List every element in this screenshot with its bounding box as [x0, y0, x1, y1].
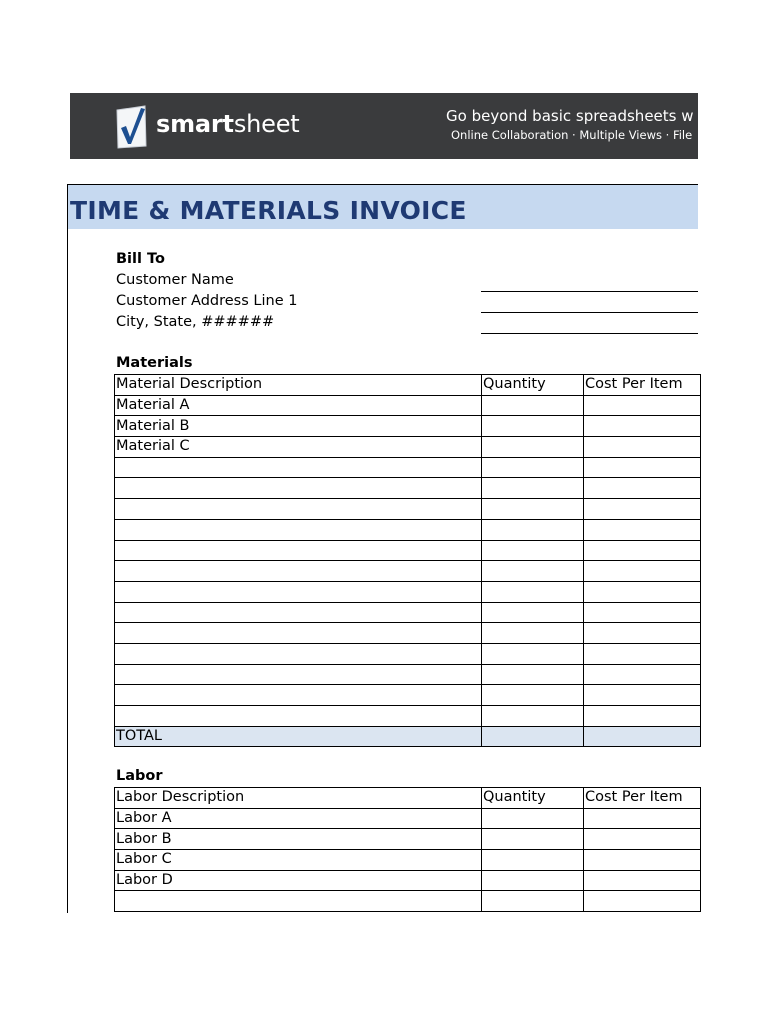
banner-subtagline: Online Collaboration · Multiple Views · File [451, 128, 693, 142]
materials-cost-cell[interactable] [584, 623, 701, 644]
table-row [115, 808, 701, 829]
materials-quantity-cell[interactable] [482, 664, 584, 685]
materials-quantity-cell[interactable] [482, 540, 584, 561]
materials-cost-cell[interactable] [584, 664, 701, 685]
labor-header-description: Labor Description [115, 788, 482, 809]
materials-header-cost: Cost Per Item [584, 375, 701, 396]
table-row [115, 829, 701, 850]
materials-quantity-cell[interactable] [482, 416, 584, 437]
table-row [115, 561, 701, 582]
materials-quantity-cell[interactable] [482, 706, 584, 727]
bill-to-city-state[interactable]: City, State, ###### [116, 314, 275, 330]
materials-cost-cell[interactable] [584, 478, 701, 499]
smartsheet-banner[interactable] [70, 93, 698, 159]
labor-header-quantity: Quantity [482, 788, 584, 809]
materials-total-row [115, 726, 701, 747]
materials-cost-cell[interactable] [584, 457, 701, 478]
labor-cost-cell[interactable] [584, 870, 701, 891]
table-row [115, 437, 701, 458]
materials-quantity-cell[interactable] [482, 685, 584, 706]
labor-quantity-cell[interactable] [482, 870, 584, 891]
labor-quantity-cell[interactable] [482, 808, 584, 829]
table-row [115, 581, 701, 602]
materials-quantity-cell[interactable] [482, 499, 584, 520]
table-row [115, 519, 701, 540]
table-row [115, 643, 701, 664]
checkmark-logo-icon [115, 104, 149, 150]
invoice-title: TIME & MATERIALS INVOICE [70, 196, 467, 225]
labor-heading: Labor [116, 768, 163, 784]
labor-header-cost: Cost Per Item [584, 788, 701, 809]
materials-header-row [115, 375, 701, 396]
table-row [115, 870, 701, 891]
materials-cost-cell[interactable] [584, 561, 701, 582]
materials-header-quantity: Quantity [482, 375, 584, 396]
table-row [115, 623, 701, 644]
labor-quantity-cell[interactable] [482, 829, 584, 850]
labor-description-cell[interactable]: Labor B [115, 829, 482, 850]
materials-quantity-cell[interactable] [482, 643, 584, 664]
bill-to-line-2 [481, 312, 698, 313]
materials-quantity-cell[interactable] [482, 395, 584, 416]
materials-cost-cell[interactable] [584, 540, 701, 561]
materials-description-cell[interactable] [115, 643, 482, 664]
materials-cost-cell[interactable] [584, 499, 701, 520]
materials-quantity-cell[interactable] [482, 437, 584, 458]
materials-cost-cell[interactable] [584, 643, 701, 664]
table-row [115, 395, 701, 416]
materials-cost-cell[interactable] [584, 602, 701, 623]
materials-description-cell[interactable]: Material C [115, 437, 482, 458]
smartsheet-logo-text [156, 110, 299, 138]
table-row [115, 891, 701, 912]
materials-description-cell[interactable] [115, 561, 482, 582]
bill-to-line-1 [481, 291, 698, 292]
materials-cost-cell[interactable] [584, 685, 701, 706]
table-row [115, 457, 701, 478]
materials-quantity-cell[interactable] [482, 457, 584, 478]
labor-cost-cell[interactable] [584, 808, 701, 829]
materials-cost-cell[interactable] [584, 519, 701, 540]
materials-description-cell[interactable] [115, 499, 482, 520]
materials-cost-cell[interactable] [584, 706, 701, 727]
materials-quantity-cell[interactable] [482, 623, 584, 644]
materials-quantity-cell[interactable] [482, 561, 584, 582]
materials-description-cell[interactable] [115, 519, 482, 540]
materials-table [114, 374, 701, 747]
materials-header-description: Material Description [115, 375, 482, 396]
materials-description-cell[interactable] [115, 540, 482, 561]
materials-quantity-cell[interactable] [482, 478, 584, 499]
materials-description-cell[interactable] [115, 478, 482, 499]
materials-description-cell[interactable] [115, 685, 482, 706]
materials-description-cell[interactable]: Material A [115, 395, 482, 416]
bill-to-address[interactable]: Customer Address Line 1 [116, 293, 298, 309]
total-label: TOTAL [115, 726, 482, 747]
materials-description-cell[interactable] [115, 602, 482, 623]
materials-cost-cell[interactable] [584, 437, 701, 458]
table-row [115, 540, 701, 561]
labor-description-cell[interactable] [115, 891, 482, 912]
total-cost[interactable] [584, 726, 701, 747]
materials-quantity-cell[interactable] [482, 602, 584, 623]
logo-text-bold: smart [156, 110, 234, 138]
labor-header-row [115, 788, 701, 809]
materials-description-cell[interactable]: Material B [115, 416, 482, 437]
labor-description-cell[interactable]: Labor D [115, 870, 482, 891]
table-row [115, 685, 701, 706]
table-row [115, 850, 701, 871]
labor-quantity-cell[interactable] [482, 850, 584, 871]
table-row [115, 706, 701, 727]
labor-description-cell[interactable]: Labor C [115, 850, 482, 871]
materials-quantity-cell[interactable] [482, 519, 584, 540]
materials-cost-cell[interactable] [584, 416, 701, 437]
materials-quantity-cell[interactable] [482, 581, 584, 602]
materials-description-cell[interactable] [115, 664, 482, 685]
materials-description-cell[interactable] [115, 706, 482, 727]
sheet-left-border [67, 184, 68, 913]
logo-text-light: sheet [233, 110, 300, 138]
table-row [115, 602, 701, 623]
labor-cost-cell[interactable] [584, 850, 701, 871]
materials-heading: Materials [116, 355, 193, 371]
materials-description-cell[interactable] [115, 623, 482, 644]
banner-tagline: Go beyond basic spreadsheets w [446, 107, 694, 125]
bill-to-line-3 [481, 333, 698, 334]
total-quantity[interactable] [482, 726, 584, 747]
labor-cost-cell[interactable] [584, 891, 701, 912]
table-row [115, 416, 701, 437]
labor-cost-cell[interactable] [584, 829, 701, 850]
table-row [115, 478, 701, 499]
bill-to-heading: Bill To [116, 251, 165, 267]
materials-description-cell[interactable] [115, 581, 482, 602]
table-row [115, 499, 701, 520]
materials-cost-cell[interactable] [584, 395, 701, 416]
bill-to-customer-name[interactable]: Customer Name [116, 272, 234, 288]
materials-description-cell[interactable] [115, 457, 482, 478]
labor-quantity-cell[interactable] [482, 891, 584, 912]
materials-cost-cell[interactable] [584, 581, 701, 602]
labor-table [114, 787, 701, 912]
table-row [115, 664, 701, 685]
labor-description-cell[interactable]: Labor A [115, 808, 482, 829]
